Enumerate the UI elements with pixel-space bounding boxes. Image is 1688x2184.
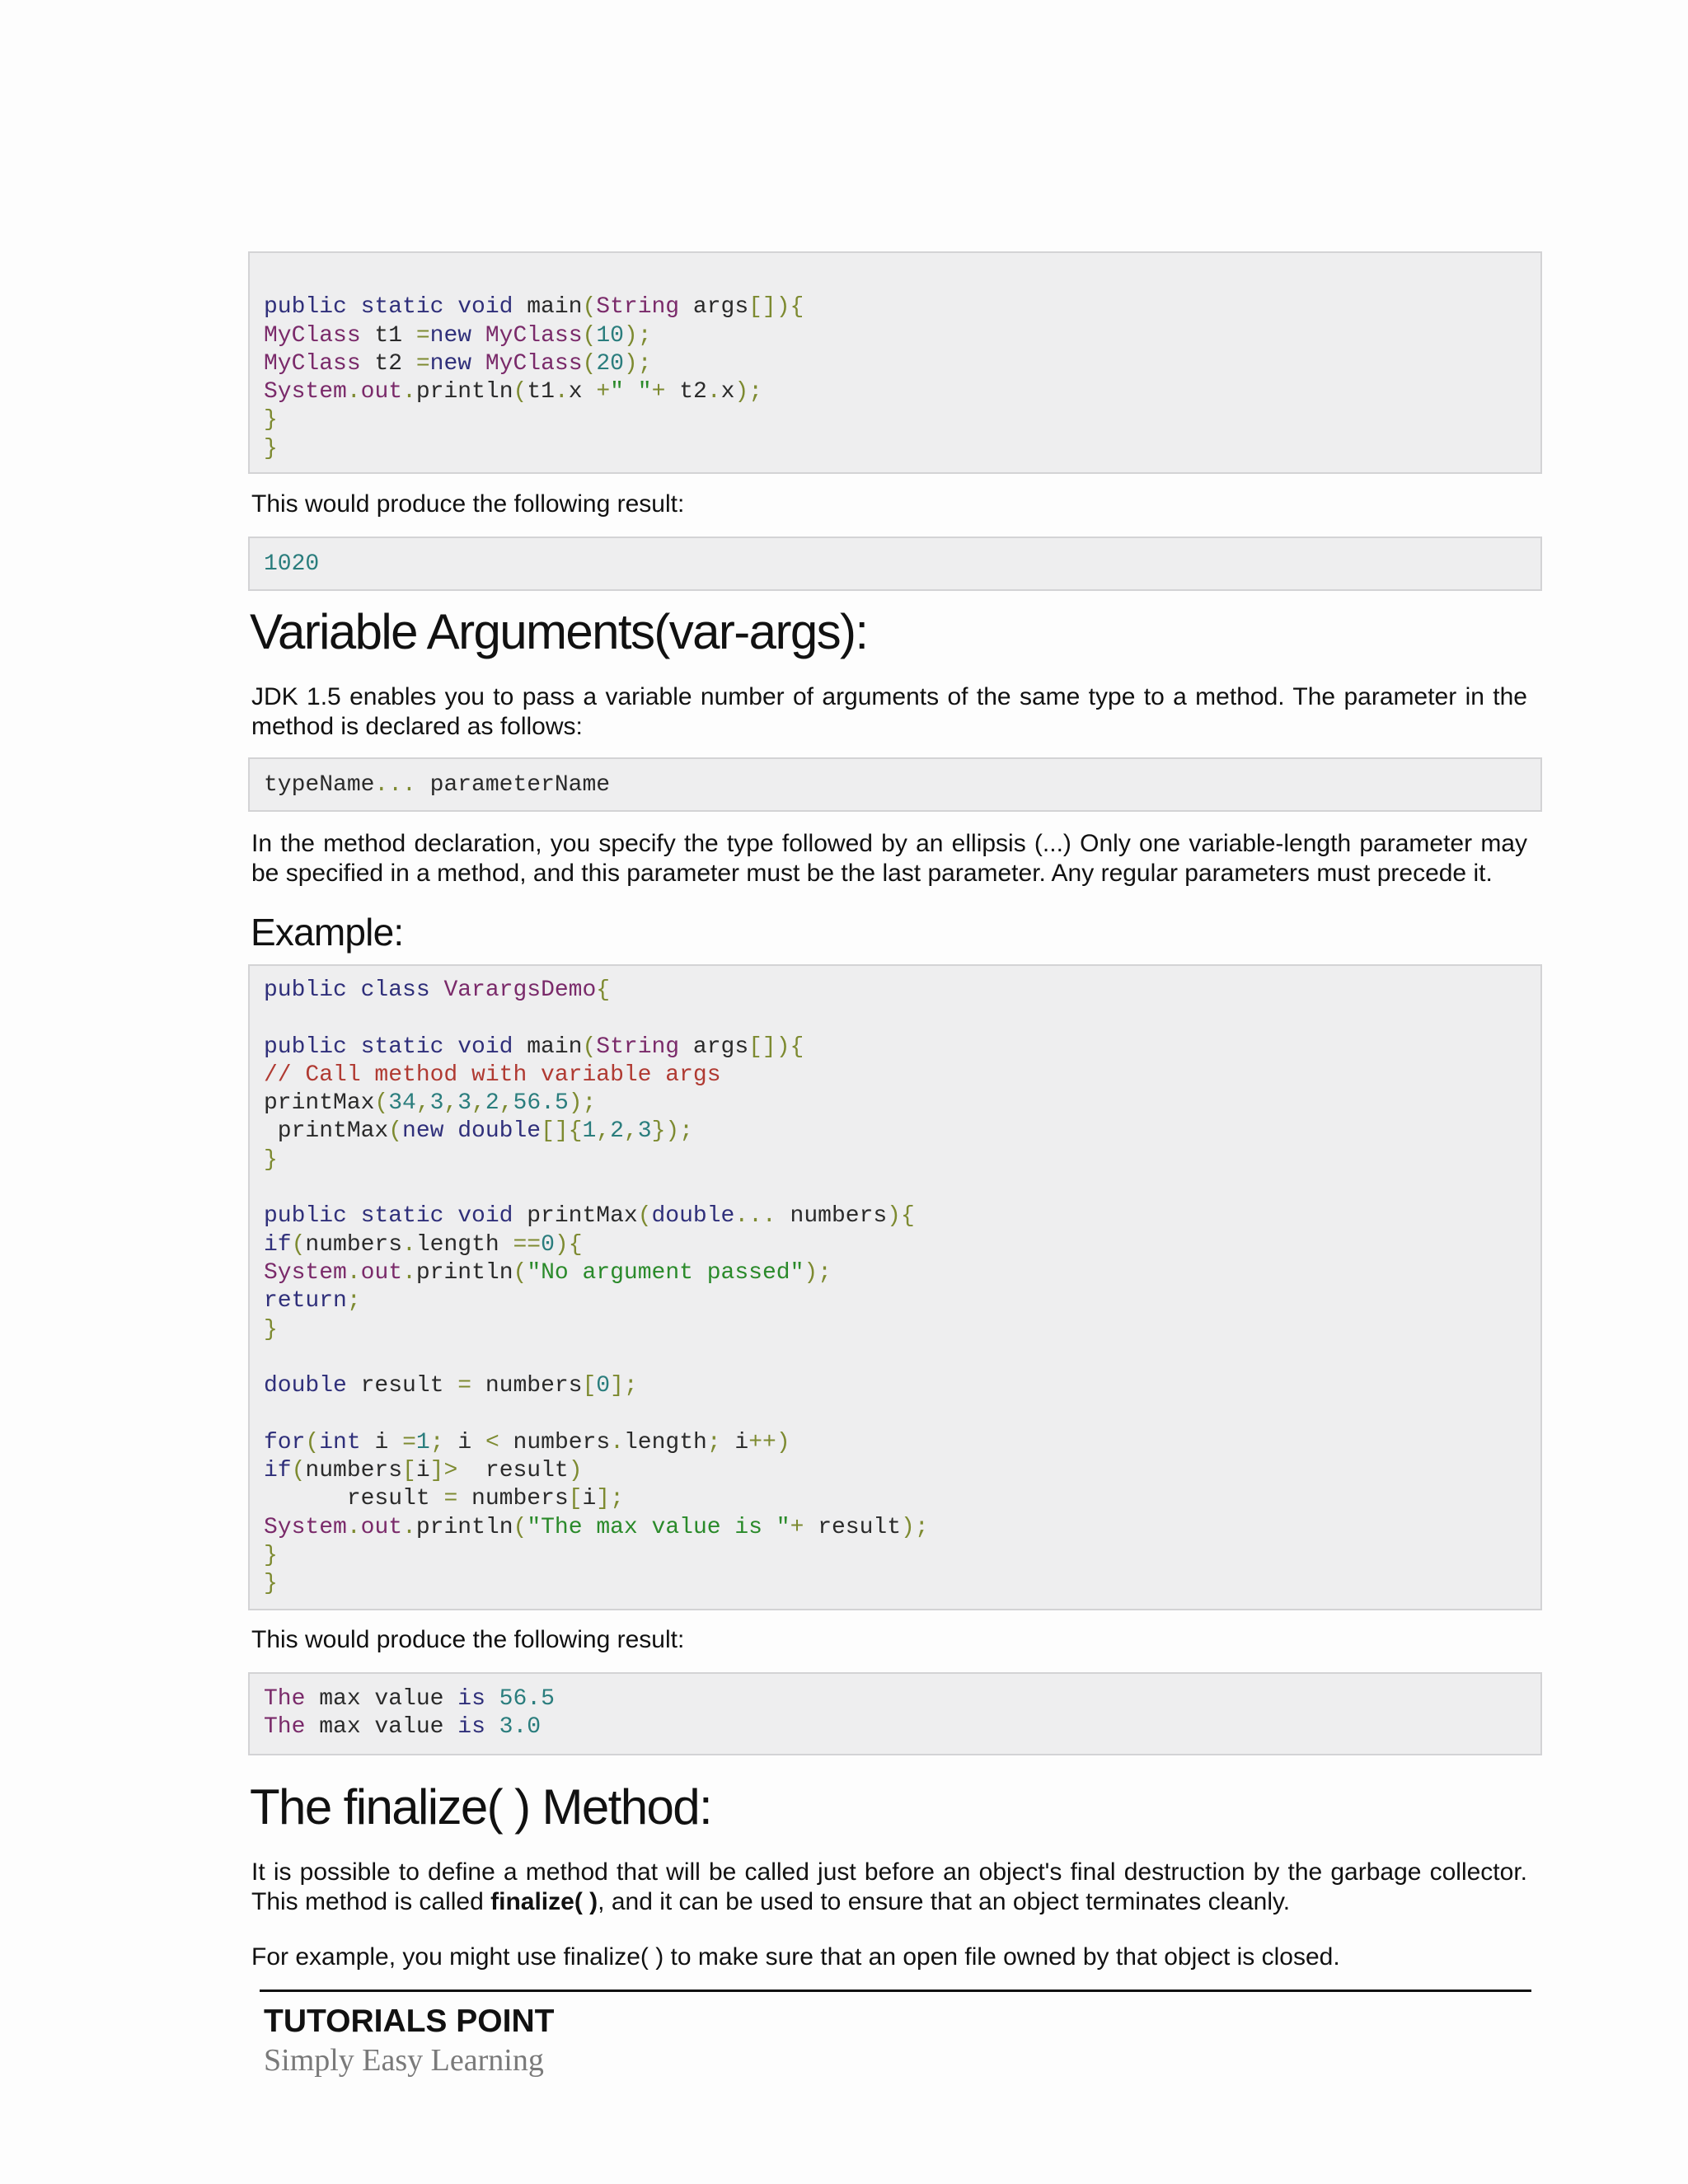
code-line: return; xyxy=(264,1288,361,1315)
code-line xyxy=(264,1174,1540,1202)
code-line xyxy=(264,1005,1540,1033)
code-line: result = numbers[i]; xyxy=(264,1486,624,1512)
ellipsis-paragraph: In the method declaration, you specify the type followed by an ellipsis (...) Only one variable-length parameter may be specified in a method, and this parameter must be the last parameter. Any regular parameters must precede it. xyxy=(251,830,1527,887)
code-line xyxy=(264,1344,1540,1372)
footer-rule xyxy=(260,1990,1531,1992)
code-line xyxy=(264,265,1540,293)
code-line: } xyxy=(264,435,278,462)
code-line: MyClass t1 =new MyClass(10); xyxy=(264,322,652,349)
code-line: public static void printMax(double... numbers){ xyxy=(264,1203,915,1230)
code-block-main xyxy=(248,251,1542,474)
code-line xyxy=(264,1400,1540,1428)
footer-brand: TUTORIALS POINT xyxy=(264,2004,555,2039)
code-block-example xyxy=(248,964,1542,1610)
code-line: if(numbers.length ==0){ xyxy=(264,1231,583,1258)
code-line: The max value is 56.5 xyxy=(264,1686,555,1712)
code-line: } xyxy=(264,1146,278,1173)
varargs-paragraph: JDK 1.5 enables you to pass a variable number of arguments of the same type to a method. The parameter in the method is declared as follows: xyxy=(251,683,1527,740)
finalize-text-end: , and it can be used to ensure that an object terminates cleanly. xyxy=(598,1888,1291,1915)
output-block xyxy=(248,1672,1542,1755)
finalize-paragraph xyxy=(251,1858,1527,1917)
example-heading: Example: xyxy=(251,911,404,954)
footer-tagline: Simply Easy Learning xyxy=(264,2043,544,2078)
code-line: The max value is 3.0 xyxy=(264,1714,542,1741)
code-line: } xyxy=(264,1316,278,1343)
finalize-text-start: It is possible to define a method that will be called just before an object's final destruction by the garbage collector. This method is called xyxy=(251,1858,1527,1915)
result-intro: This would produce the following result: xyxy=(251,490,685,518)
code-line: System.out.println(t1.x +" "+ t2.x); xyxy=(264,379,763,405)
code-line: System.out.println("The max value is "+ result); xyxy=(264,1514,929,1540)
code-line: System.out.println("No argument passed"); xyxy=(264,1259,832,1286)
code-line: printMax(34,3,3,2,56.5); xyxy=(264,1090,597,1117)
code-line: } xyxy=(264,1542,278,1568)
code-line: for(int i =1; i < numbers.length; i++) xyxy=(264,1429,790,1455)
code-line: // Call method with variable args xyxy=(264,1062,721,1088)
code-line: printMax(new double[]{1,2,3}); xyxy=(264,1118,693,1145)
output-block xyxy=(248,537,1542,591)
section-heading-varargs: Variable Arguments(var-args): xyxy=(250,604,868,659)
example-use-paragraph: For example, you might use finalize( ) to make sure that an open file owned by that object is closed. xyxy=(251,1943,1340,1971)
code-line: if(numbers[i]> result) xyxy=(264,1458,583,1484)
code-line: public class VarargsDemo{ xyxy=(264,977,611,1003)
code-block-syntax xyxy=(248,757,1542,812)
code-line: 1020 xyxy=(264,551,320,577)
code-line: public static void main(String args[]){ xyxy=(264,294,804,321)
finalize-bold: finalize( ) xyxy=(490,1888,598,1915)
section-heading-finalize: The finalize( ) Method: xyxy=(250,1779,712,1835)
code-line: } xyxy=(264,407,278,434)
code-line: typeName... parameterName xyxy=(264,772,611,798)
code-line: double result = numbers[0]; xyxy=(264,1373,638,1399)
code-line: public static void main(String args[]){ xyxy=(264,1033,804,1060)
code-line: } xyxy=(264,1571,278,1597)
code-line: MyClass t2 =new MyClass(20); xyxy=(264,350,652,377)
result-intro: This would produce the following result: xyxy=(251,1626,685,1653)
